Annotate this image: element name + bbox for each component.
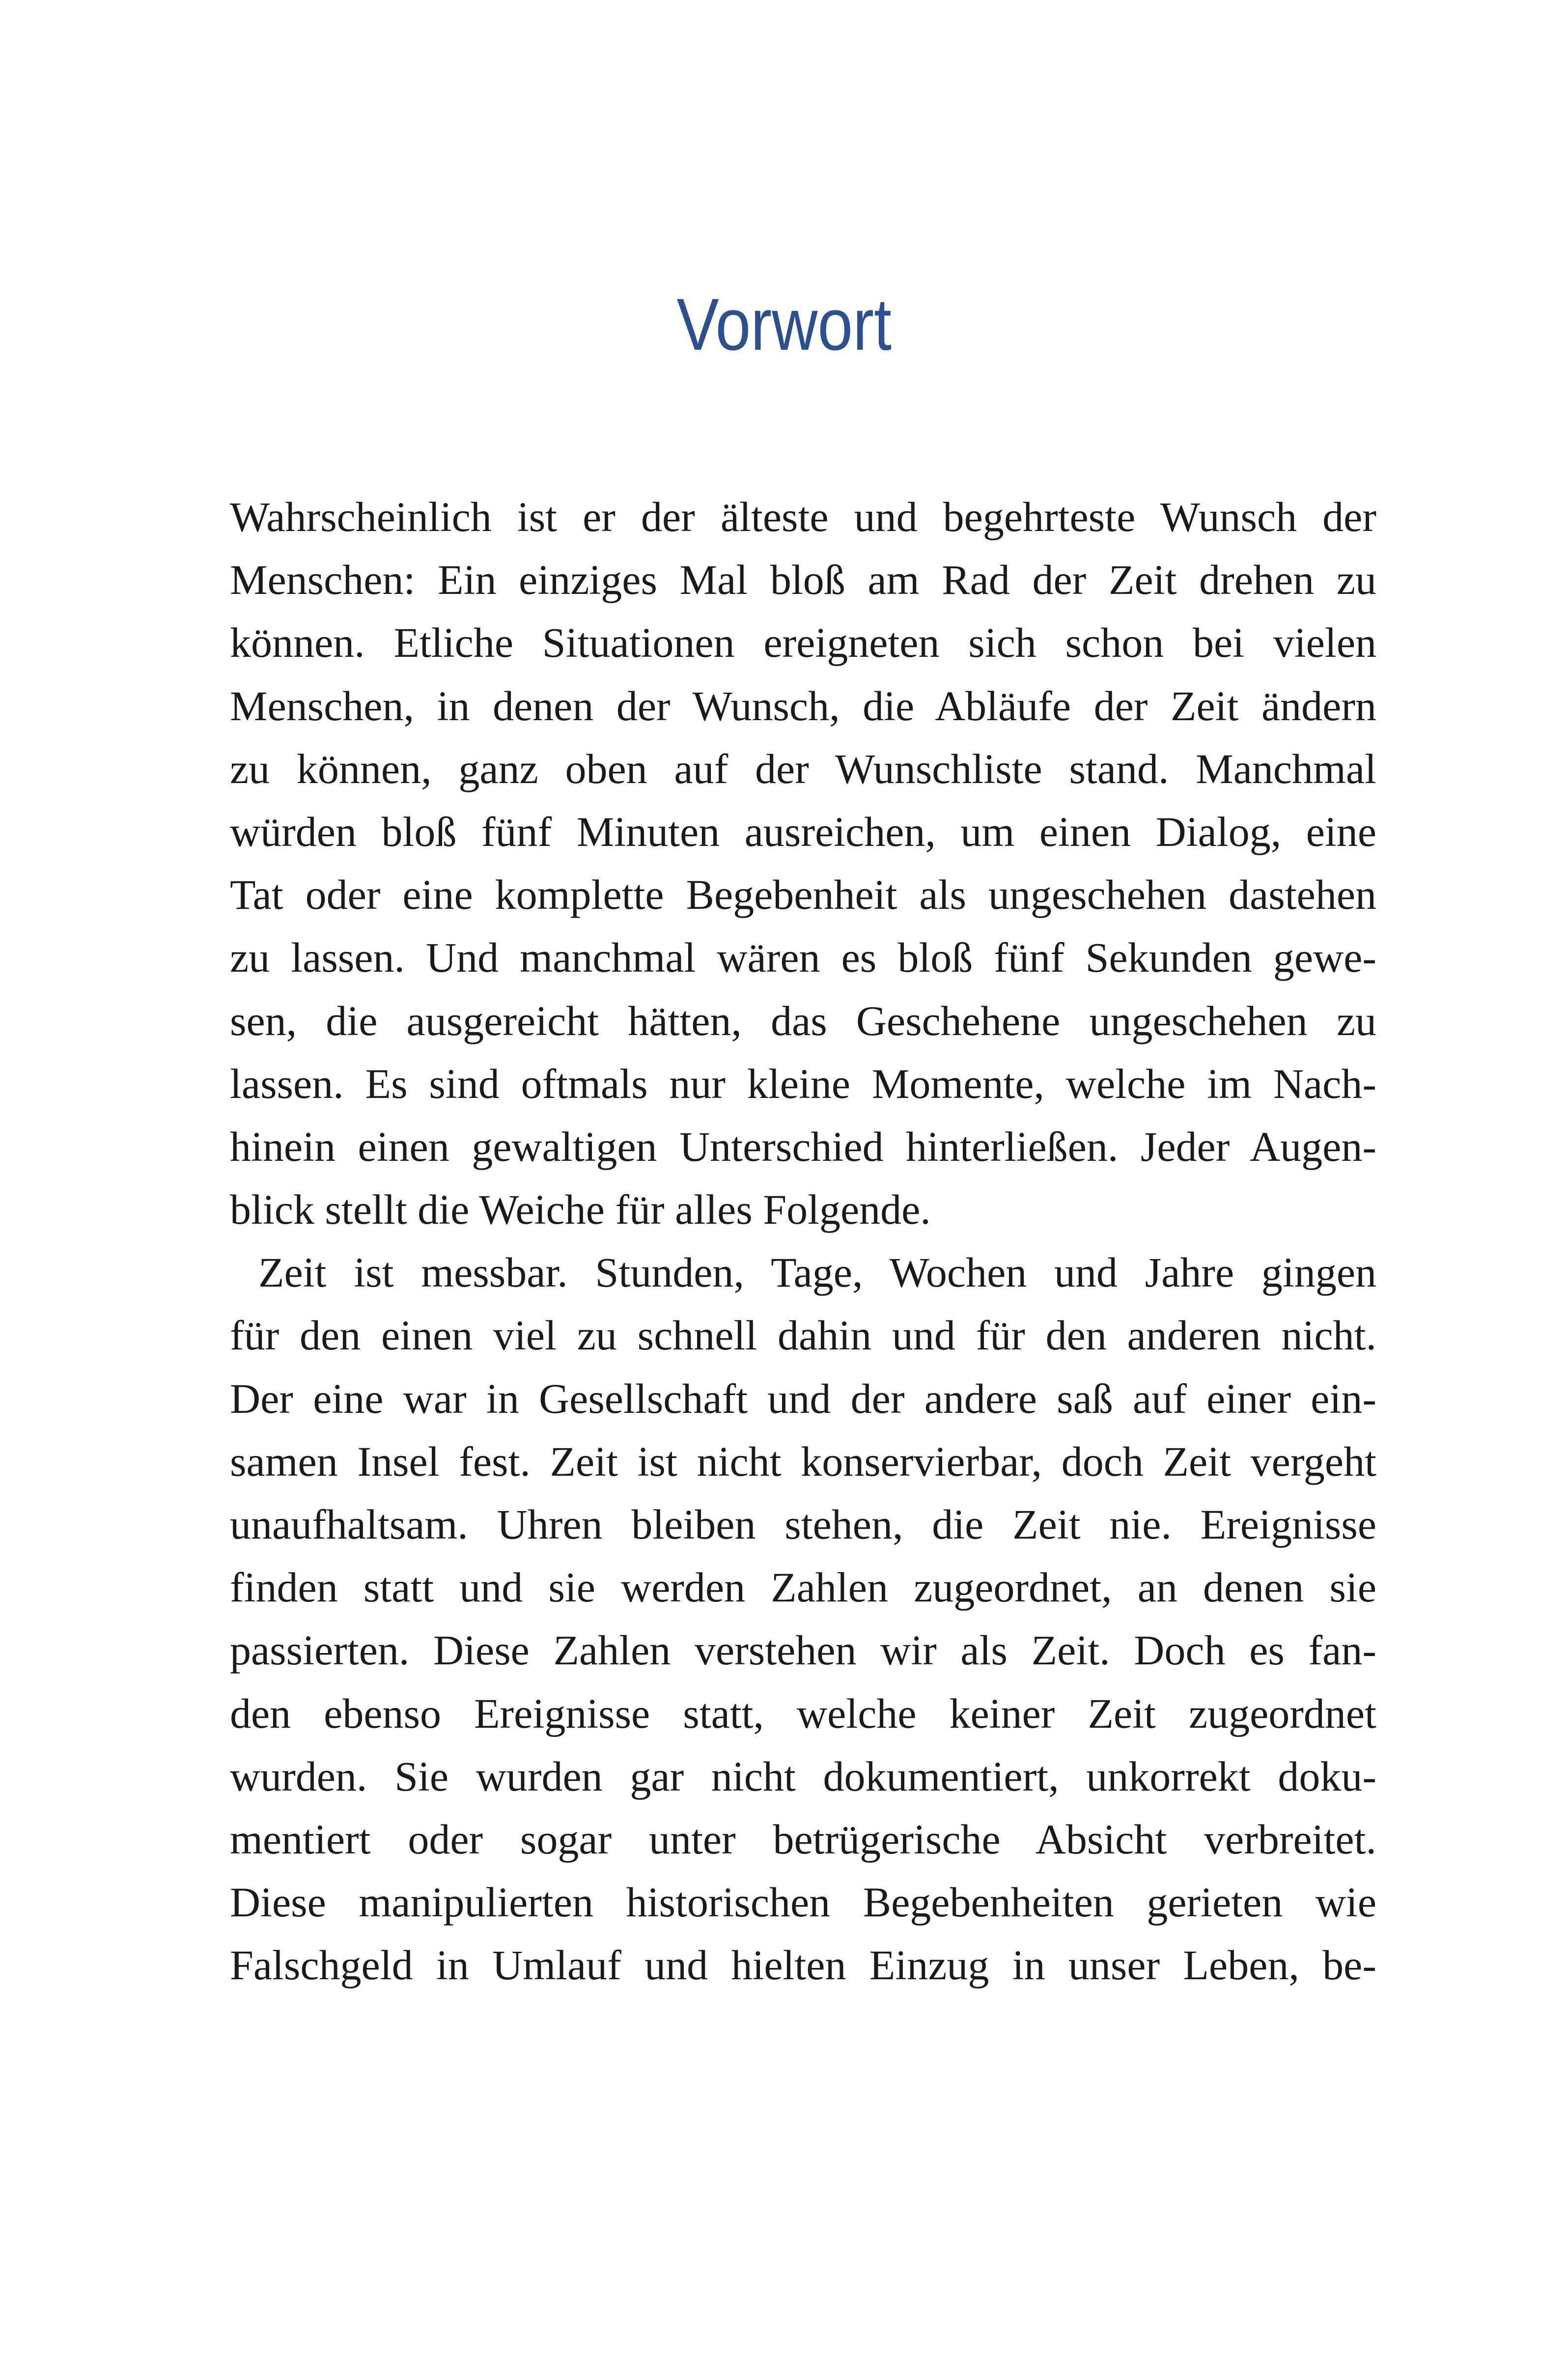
text-line: finden statt und sie werden Zahlen zugeordnet, an denen sie	[230, 1564, 1376, 1611]
paragraph-2	[230, 1241, 1376, 1996]
text-line: würden bloß fünf Minuten ausreichen, um einen Dialog, eine	[230, 808, 1376, 855]
text-line: zu können, ganz oben auf der Wunschliste stand. Manchmal	[230, 745, 1376, 792]
text-line: Falschgeld in Umlauf und hielten Einzug in unser Leben, be-	[230, 1941, 1376, 1989]
text-line: zu lassen. Und manchmal wären es bloß fünf Sekunden gewe-	[230, 934, 1376, 982]
text-line: unaufhaltsam. Uhren bleiben stehen, die Zeit nie. Ereignisse	[230, 1501, 1376, 1548]
text-line: hinein einen gewaltigen Unterschied hinterließen. Jeder Augen-	[230, 1123, 1376, 1170]
text-line: für den einen viel zu schnell dahin und für den anderen nicht.	[230, 1312, 1376, 1359]
chapter-title-text: Vorwort	[676, 283, 892, 365]
chapter-title	[0, 275, 1568, 373]
text-line: samen Insel fest. Zeit ist nicht konservierbar, doch Zeit vergeht	[230, 1437, 1376, 1485]
text-line: passierten. Diese Zahlen verstehen wir als Zeit. Doch es fan-	[230, 1627, 1376, 1674]
paragraph-1	[230, 485, 1376, 1241]
text-line: Tat oder eine komplette Begebenheit als ungeschehen dastehen	[230, 871, 1376, 919]
text-line: blick stellt die Weiche für alles Folgende.	[230, 1186, 931, 1234]
text-line: den ebenso Ereignisse statt, welche keiner Zeit zugeordnet	[230, 1689, 1376, 1737]
text-line: Der eine war in Gesellschaft und der andere saß auf einer ein-	[230, 1375, 1376, 1422]
text-line: Menschen, in denen der Wunsch, die Abläufe der Zeit ändern	[230, 682, 1376, 730]
text-line: Wahrscheinlich ist er der älteste und begehrteste Wunsch der	[230, 493, 1376, 540]
text-line: lassen. Es sind oftmals nur kleine Momente, welche im Nach-	[230, 1060, 1376, 1107]
text-line: Zeit ist messbar. Stunden, Tage, Wochen und Jahre gingen	[258, 1249, 1376, 1296]
body-text	[230, 485, 1376, 1997]
text-line: sen, die ausgereicht hätten, das Geschehene ungeschehen zu	[230, 997, 1376, 1044]
text-line: Menschen: Ein einziges Mal bloß am Rad der Zeit drehen zu	[230, 556, 1376, 604]
text-line: wurden. Sie wurden gar nicht dokumentiert, unkorrekt doku-	[230, 1752, 1376, 1800]
text-line: können. Etliche Situationen ereigneten sich schon bei vielen	[230, 619, 1376, 667]
text-line: mentiert oder sogar unter betrügerische Absicht verbreitet.	[230, 1815, 1376, 1863]
text-line: Diese manipulierten historischen Begebenheiten gerieten wie	[230, 1879, 1376, 1926]
